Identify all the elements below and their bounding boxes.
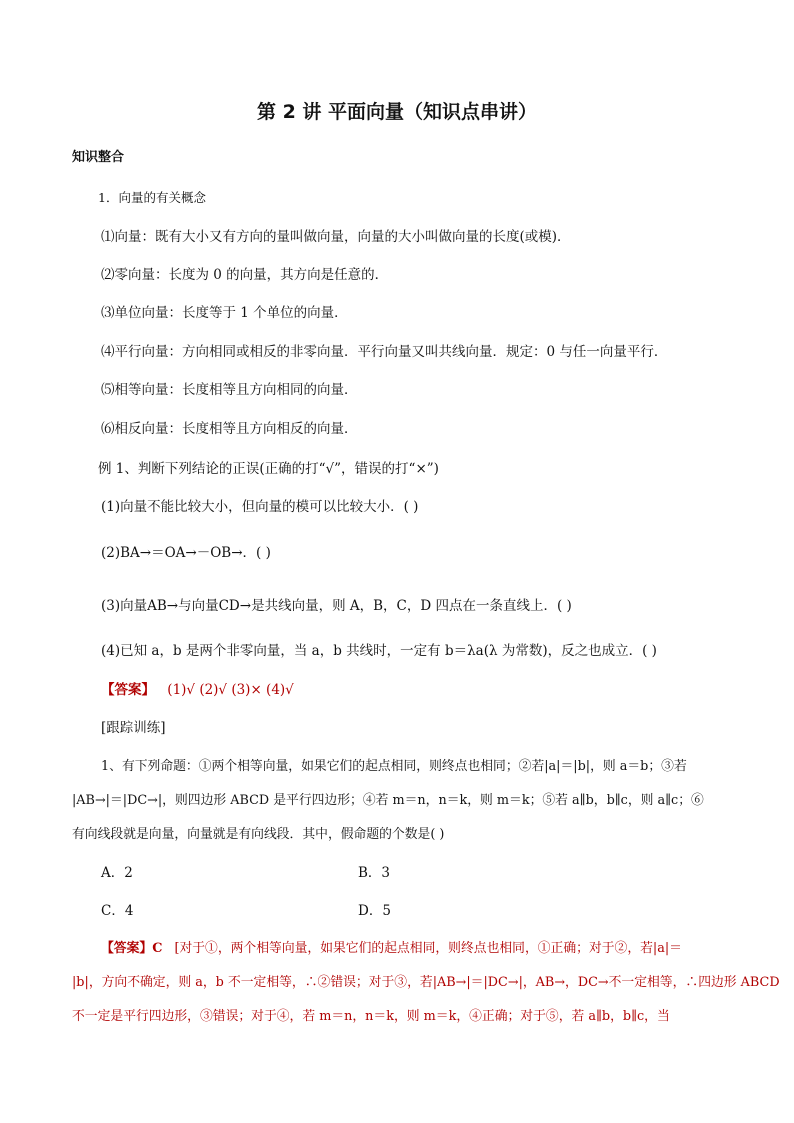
section-heading: 知识整合 (72, 150, 125, 165)
concept-item: ⑹相反向量：长度相等且方向相反的向量． (101, 421, 358, 437)
question-line: |AB→|＝|DC→|，则四边形 ABCD 是平行四边形；④若 m＝n，n＝k，则 m＝k；⑤若 a∥b，b∥c，则 a∥c；⑥ (72, 793, 704, 808)
option-a: A．2 (101, 865, 133, 881)
example-item: (1)向量不能比较大小，但向量的模可以比较大小．( ) (101, 499, 419, 515)
practice-answer-text: [对于①，两个相等向量，如果它们的起点相同，则终点也相同，①正确；对于②，若|a|＝ (174, 941, 682, 956)
concept-item: ⑴向量：既有大小又有方向的量叫做向量，向量的大小叫做向量的长度(或模)． (101, 229, 571, 245)
page-title: 第 2 讲 平面向量（知识点串讲） (256, 101, 538, 123)
concept-item: ⑷平行向量：方向相同或相反的非零向量．平行向量又叫共线向量．规定：0 与任一向量平行． (101, 344, 668, 360)
practice-answer-line: 不一定是平行四边形，③错误；对于④，若 m＝n，n＝k，则 m＝k，④正确；对于⑤，若 a∥b，b∥c，当 (72, 1009, 670, 1024)
option-d: D．5 (358, 903, 391, 919)
question-line: 1、有下列命题：①两个相等向量，如果它们的起点相同，则终点也相同；②若|a|＝|b|，则 a＝b；③若 (101, 759, 687, 774)
example-answer (101, 681, 294, 699)
question-line: 有向线段就是向量，向量就是有向线段．其中，假命题的个数是( ) (72, 827, 445, 842)
practice-answer-label: 【答案】C (101, 941, 163, 956)
example-item: (4)已知 a，b 是两个非零向量，当 a，b 共线时，一定有 b＝λa(λ 为常数)，反之也成立．( ) (101, 643, 657, 659)
concept-item: ⑸相等向量：长度相等且方向相同的向量． (101, 382, 358, 398)
option-c: C．4 (101, 903, 134, 919)
option-b: B．3 (358, 865, 391, 881)
example-item: (3)向量AB→与向量CD→是共线向量，则 A，B，C，D 四点在一条直线上．( ) (101, 598, 572, 614)
example-prompt: 例 1、判断下列结论的正误(正确的打“√”，错误的打“×”) (98, 461, 439, 477)
example-item: (2)BA→＝OA→－OB→．( ) (101, 545, 271, 561)
answer-label: 【答案】 (101, 682, 155, 698)
concept-item: ⑵零向量：长度为 0 的向量，其方向是任意的． (101, 267, 389, 283)
answer-text: (1)√ (2)√ (3)× (4)√ (167, 682, 294, 698)
practice-label: [跟踪训练] (101, 720, 166, 736)
practice-answer-line (101, 940, 682, 958)
concept-item: ⑶单位向量：长度等于 1 个单位的向量． (101, 305, 348, 321)
practice-answer-line: |b|，方向不确定，则 a，b 不一定相等，∴②错误；对于③，若|AB→|＝|DC→|，AB→，DC→不一定相等，∴四边形 ABCD (72, 975, 780, 990)
concepts-heading: 1．向量的有关概念 (98, 190, 206, 205)
